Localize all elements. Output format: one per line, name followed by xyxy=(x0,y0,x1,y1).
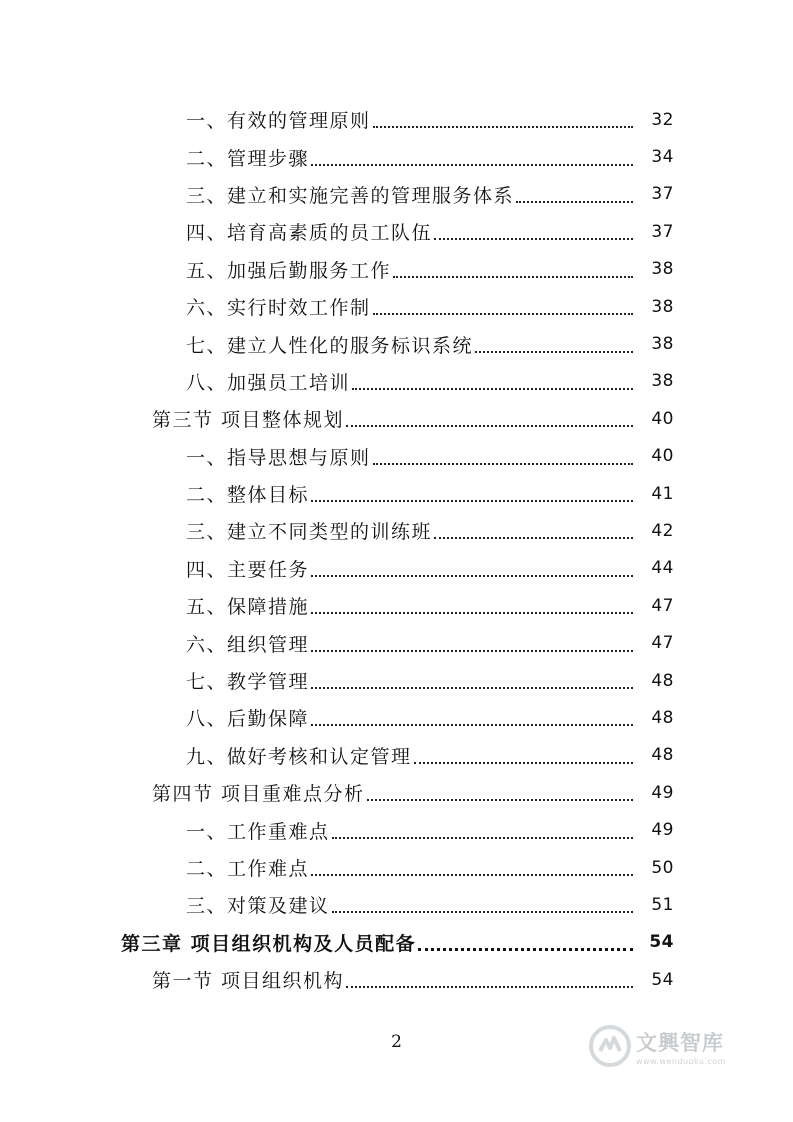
toc-entry-title: 二、整体目标 xyxy=(186,484,310,507)
toc-entry-title: 六、组织管理 xyxy=(186,633,310,656)
toc-dot-leader xyxy=(346,424,633,427)
watermark-subtitle: www.wenduoku.com xyxy=(636,1056,727,1066)
toc-entry-page: 37 xyxy=(651,184,674,205)
table-of-contents xyxy=(0,101,793,998)
toc-entry-title: 九、做好考核和认定管理 xyxy=(186,745,412,768)
toc-entry-page: 40 xyxy=(651,408,674,429)
toc-entry[interactable] xyxy=(0,101,793,138)
toc-entry[interactable] xyxy=(0,288,793,325)
toc-entry[interactable] xyxy=(0,363,793,400)
toc-dot-leader xyxy=(352,387,633,390)
toc-entry-title: 第四节 项目重难点分析 xyxy=(152,783,365,806)
toc-entry[interactable] xyxy=(0,737,793,774)
toc-entry[interactable] xyxy=(0,961,793,998)
toc-entry-page: 44 xyxy=(651,558,674,579)
toc-entry-title: 五、加强后勤服务工作 xyxy=(186,259,392,282)
toc-dot-leader xyxy=(434,536,633,539)
toc-entry[interactable] xyxy=(0,213,793,250)
toc-entry-page: 50 xyxy=(651,857,674,878)
toc-entry[interactable] xyxy=(0,512,793,549)
toc-dot-leader xyxy=(311,723,633,726)
toc-entry-page: 51 xyxy=(651,894,674,915)
toc-entry-page: 49 xyxy=(651,820,674,841)
wenduoku-logo-icon xyxy=(588,1024,632,1068)
toc-entry-page: 41 xyxy=(651,483,674,504)
toc-entry[interactable] xyxy=(0,811,793,848)
toc-entry-title: 三、对策及建议 xyxy=(186,895,330,918)
toc-entry[interactable] xyxy=(0,886,793,923)
page-number: 2 xyxy=(391,1032,402,1052)
toc-dot-leader xyxy=(475,350,633,353)
toc-entry-title: 一、有效的管理原则 xyxy=(186,110,371,133)
toc-dot-leader xyxy=(373,312,633,315)
toc-entry[interactable] xyxy=(0,774,793,811)
toc-entry-title: 第三章 项目组织机构及人员配备 xyxy=(121,932,417,955)
watermark-title: 文興智库 xyxy=(636,1030,724,1055)
toc-entry-page: 38 xyxy=(651,259,674,280)
toc-dot-leader xyxy=(346,985,633,988)
toc-dot-leader xyxy=(367,798,633,801)
toc-entry-title: 二、管理步骤 xyxy=(186,147,310,170)
toc-entry-title: 七、建立人性化的服务标识系统 xyxy=(186,334,474,357)
toc-entry-page: 48 xyxy=(651,745,674,766)
toc-entry-title: 一、工作重难点 xyxy=(186,820,330,843)
toc-entry-page: 34 xyxy=(651,147,674,168)
toc-entry-title: 四、主要任务 xyxy=(186,558,310,581)
toc-entry-page: 32 xyxy=(651,109,674,130)
toc-dot-leader xyxy=(414,761,633,764)
toc-dot-leader xyxy=(373,125,633,128)
toc-entry[interactable] xyxy=(0,624,793,661)
toc-dot-leader xyxy=(373,462,633,465)
toc-entry-page: 47 xyxy=(651,633,674,654)
toc-entry-page: 47 xyxy=(651,595,674,616)
toc-entry-page: 38 xyxy=(651,296,674,317)
toc-entry[interactable] xyxy=(0,924,793,961)
toc-entry-title: 五、保障措施 xyxy=(186,596,310,619)
toc-entry[interactable] xyxy=(0,400,793,437)
toc-entry[interactable] xyxy=(0,325,793,362)
toc-entry-title: 一、指导思想与原则 xyxy=(186,446,371,469)
watermark-text xyxy=(636,1027,726,1066)
toc-entry[interactable] xyxy=(0,438,793,475)
toc-entry-title: 第一节 项目组织机构 xyxy=(152,970,345,993)
toc-entry[interactable] xyxy=(0,475,793,512)
toc-entry[interactable] xyxy=(0,849,793,886)
toc-entry-page: 38 xyxy=(651,371,674,392)
toc-entry-title: 七、教学管理 xyxy=(186,671,310,694)
toc-entry-page: 37 xyxy=(651,221,674,242)
toc-entry-page: 54 xyxy=(649,932,674,953)
toc-dot-leader xyxy=(311,649,633,652)
toc-entry-page: 49 xyxy=(651,782,674,803)
toc-entry-page: 40 xyxy=(651,446,674,467)
toc-dot-leader xyxy=(311,686,633,689)
toc-entry-title: 三、建立不同类型的训练班 xyxy=(186,521,433,544)
toc-dot-leader xyxy=(332,910,633,913)
toc-dot-leader xyxy=(332,836,633,839)
toc-entry-title: 八、后勤保障 xyxy=(186,708,310,731)
toc-entry[interactable] xyxy=(0,662,793,699)
toc-entry-title: 第三节 项目整体规划 xyxy=(152,409,345,432)
toc-dot-leader xyxy=(418,947,633,951)
toc-dot-leader xyxy=(311,873,633,876)
toc-entry-title: 四、培育高素质的员工队伍 xyxy=(186,222,433,245)
toc-entry[interactable] xyxy=(0,138,793,175)
toc-entry-title: 三、建立和实施完善的管理服务体系 xyxy=(186,184,515,207)
toc-entry-page: 48 xyxy=(651,707,674,728)
toc-entry-page: 38 xyxy=(651,334,674,355)
toc-entry-page: 42 xyxy=(651,520,674,541)
toc-entry-title: 八、加强员工培训 xyxy=(186,371,351,394)
toc-dot-leader xyxy=(311,163,633,166)
toc-dot-leader xyxy=(434,237,633,240)
toc-entry[interactable] xyxy=(0,699,793,736)
toc-dot-leader xyxy=(311,611,633,614)
toc-entry-title: 二、工作难点 xyxy=(186,858,310,880)
toc-entry[interactable] xyxy=(0,550,793,587)
toc-dot-leader xyxy=(393,275,633,278)
toc-entry[interactable] xyxy=(0,176,793,213)
toc-entry[interactable] xyxy=(0,251,793,288)
toc-entry-page: 54 xyxy=(651,969,674,990)
toc-dot-leader xyxy=(311,499,633,502)
watermark xyxy=(588,1018,758,1074)
toc-dot-leader xyxy=(516,200,633,203)
toc-entry-title: 六、实行时效工作制 xyxy=(186,297,371,320)
toc-entry-page: 48 xyxy=(651,670,674,691)
toc-entry[interactable] xyxy=(0,587,793,624)
toc-dot-leader xyxy=(311,574,633,577)
